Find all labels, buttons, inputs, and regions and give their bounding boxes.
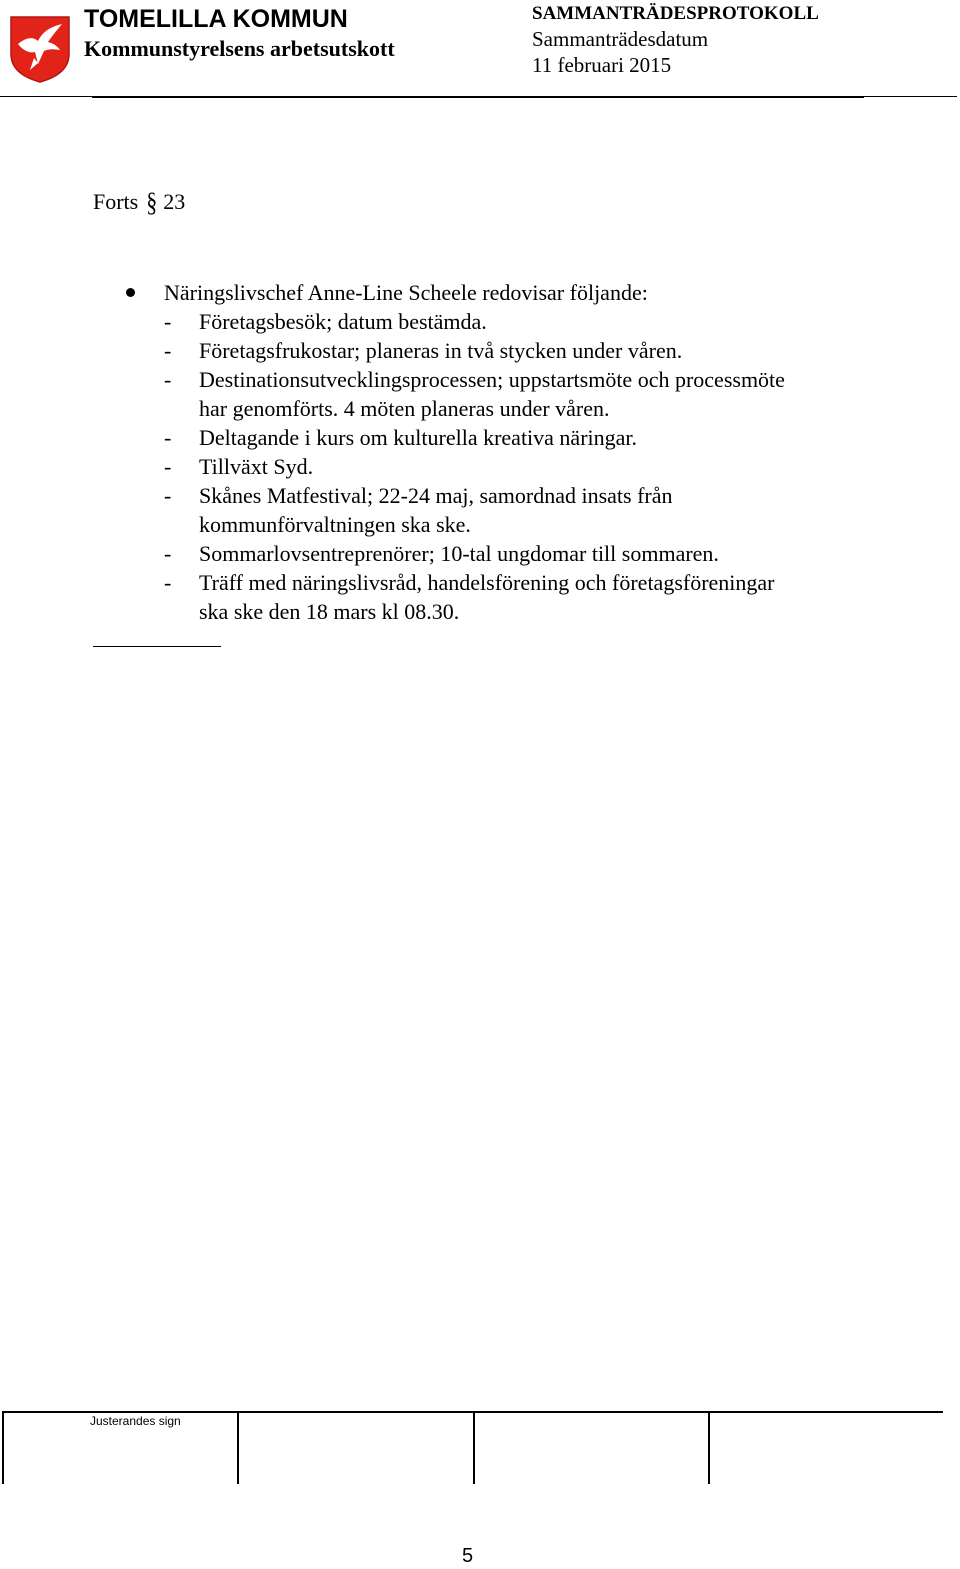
report-item-line: Sommarlovsentreprenörer; 10-tal ungdomar till sommaren.	[199, 541, 719, 566]
document-type: SAMMANTRÄDESPROTOKOLL	[532, 3, 819, 24]
dash-marker: -	[164, 367, 172, 392]
report-item-line: Deltagande i kurs om kulturella kreativa näringar.	[199, 425, 638, 450]
section-end-rule	[93, 646, 221, 647]
meeting-date-label: Sammanträdesdatum	[532, 27, 709, 51]
municipal-crest-icon	[8, 14, 72, 84]
report-list-item	[126, 481, 886, 539]
section-prefix: Forts	[93, 189, 139, 214]
signature-label: Justerandes sign	[90, 1414, 181, 1428]
signature-cell	[473, 1413, 708, 1484]
section-heading	[93, 187, 185, 217]
report-item-line: har genomförts. 4 möten planeras under våren.	[199, 396, 610, 421]
page-number: 5	[462, 1545, 474, 1567]
report-item-line: Destinationsutvecklingsprocessen; uppstartsmöte och processmöte	[199, 367, 785, 392]
header-divider-accent	[92, 96, 864, 98]
report-item-line: Företagsbesök; datum bestämda.	[199, 309, 487, 334]
report-list-item	[126, 307, 886, 336]
dash-marker: -	[164, 425, 172, 450]
report-list-item	[126, 568, 886, 626]
report-item-line: kommunförvaltningen ska ske.	[199, 512, 471, 537]
report-item-line: ska ske den 18 mars kl 08.30.	[199, 599, 460, 624]
dash-marker: -	[164, 338, 172, 363]
dash-marker: -	[164, 309, 172, 334]
report-list-item	[126, 452, 886, 481]
report-intro-text: Näringslivschef Anne-Line Scheele redovisar följande:	[164, 280, 648, 305]
report-list-item	[126, 336, 886, 365]
dash-marker: -	[164, 570, 172, 595]
report-list-item	[126, 423, 886, 452]
report-list-item	[126, 365, 886, 423]
report-item-line: Tillväxt Syd.	[199, 454, 314, 479]
bullet-icon	[126, 288, 135, 297]
org-name: TOMELILLA KOMMUN	[84, 5, 348, 33]
committee-name: Kommunstyrelsens arbetsutskott	[84, 36, 395, 61]
report-list-item	[126, 539, 886, 568]
meeting-date-value: 11 februari 2015	[532, 53, 672, 77]
report-intro	[126, 278, 886, 307]
report-item-line: Träff med näringslivsråd, handelsförening och företagsföreningar	[199, 570, 775, 595]
signature-cell	[708, 1413, 943, 1484]
section-number: 23	[163, 189, 186, 214]
report-block	[126, 278, 886, 626]
dash-marker: -	[164, 454, 172, 479]
dash-marker: -	[164, 541, 172, 566]
report-item-line: Företagsfrukostar; planeras in två stycken under våren.	[199, 338, 683, 363]
signature-cell	[237, 1413, 472, 1484]
section-sign: §	[146, 185, 158, 217]
dash-marker: -	[164, 483, 172, 508]
report-item-list	[126, 307, 886, 626]
report-item-line: Skånes Matfestival; 22-24 maj, samordnad insats från	[199, 483, 673, 508]
